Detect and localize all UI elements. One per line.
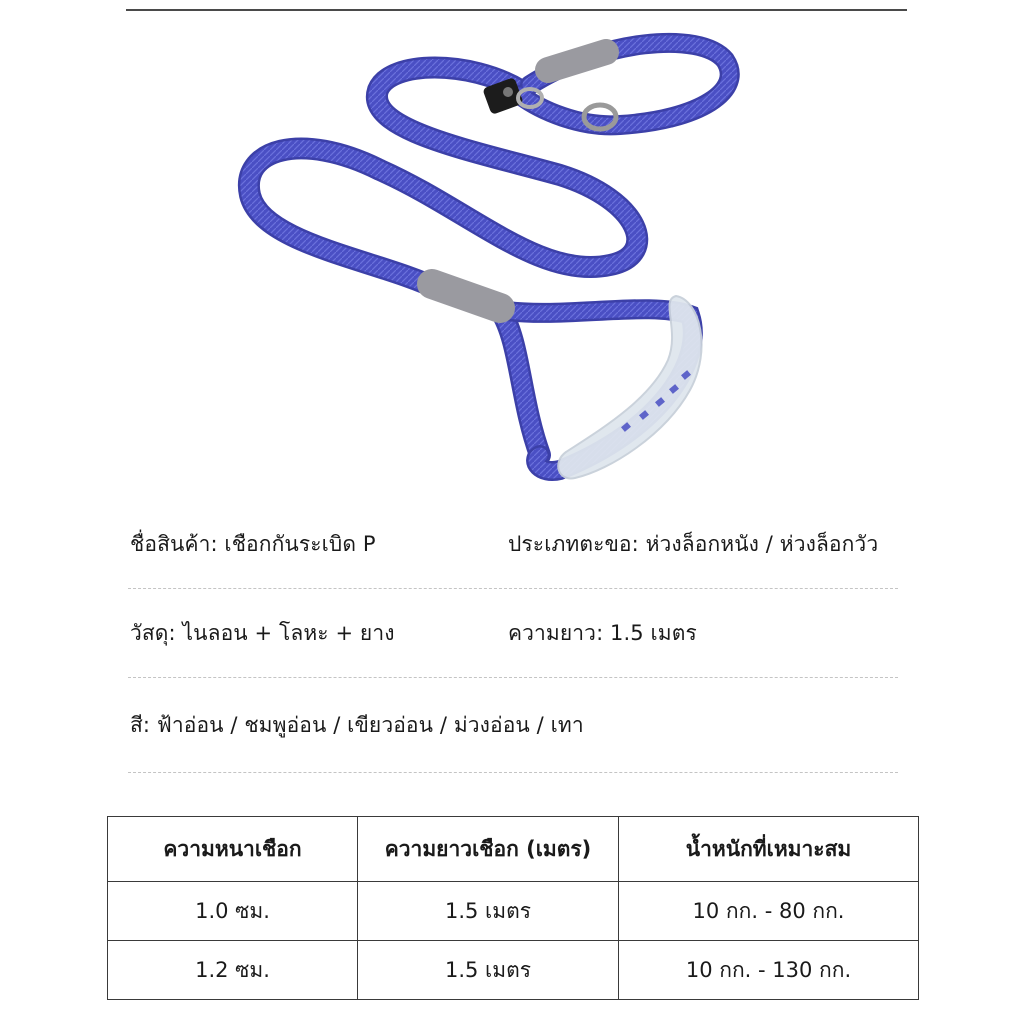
header-rope-length: ความยาวเชือก (เมตร) [358,817,619,882]
leash-product-image [230,25,750,495]
size-table [107,816,919,1000]
cell-thickness: 1.0 ซม. [108,882,358,941]
upper-sleeve [548,52,606,70]
cell-thickness: 1.2 ซม. [108,941,358,1000]
spec-row [128,589,898,678]
table-header-row [108,817,919,882]
cell-length: 1.5 เมตร [358,941,619,1000]
spec-hook-type: ประเภทตะขอ: ห่วงล็อกหนัง / ห่วงล็อกวัว [508,531,879,556]
spec-colors: สี: ฟ้าอ่อน / ชมพูอ่อน / เขียวอ่อน / ม่วงอ่อน / เทา [130,712,584,737]
table-row [108,941,919,1000]
spec-material: วัสดุ: ไนลอน + โลหะ + ยาง [130,620,395,645]
spec-row [128,678,898,773]
cell-weight: 10 กก. - 80 กก. [619,882,919,941]
rubber-handle [558,296,701,479]
handle-sleeve [432,284,500,308]
header-suitable-weight: น้ำหนักที่เหมาะสม [619,817,919,882]
spec-length: ความยาว: 1.5 เมตร [508,620,697,645]
cell-weight: 10 กก. - 130 กก. [619,941,919,1000]
spec-row [128,500,898,589]
cell-length: 1.5 เมตร [358,882,619,941]
top-divider [126,9,907,11]
spec-product-name: ชื่อสินค้า: เชือกกันระเบิด P [130,531,376,556]
header-rope-thickness: ความหนาเชือก [108,817,358,882]
table-row [108,882,919,941]
